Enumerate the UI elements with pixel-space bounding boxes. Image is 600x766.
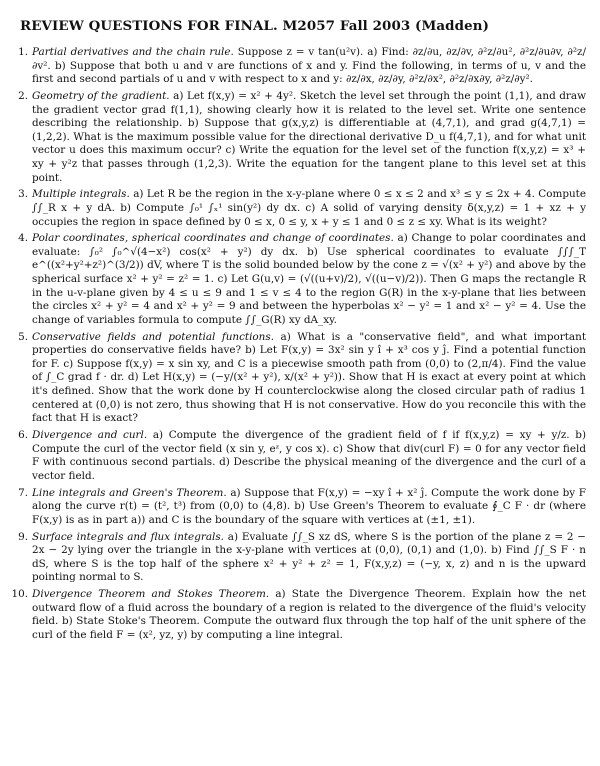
question-text: a) State the Divergence Theorem. Explain how the net outward flow of a fluid across the boundary of a region is related to the divergence of the fluid's velocity field. b) State Stoke's Theorem. Compute the outward flux through the top half of the unit sphere of the curl of the field F = (x², yz, y) by computing a line integral. bbox=[32, 588, 586, 641]
question-text: a) Evaluate ∫∫_S xz dS, where S is the portion of the plane z = 2 − 2x − 2y lying over the triangle in the x-y-plane with vertices at (0,0), (0,1) and (1,0). b) Find ∫∫_S F · n dS, where S is the top half of the sphere x² + y² + z² = 1, F(x,y,z) = (−y, x, z) and n is the upward pointing normal to S. bbox=[32, 530, 586, 584]
question-topic: Divergence and curl. bbox=[32, 428, 153, 441]
question-item bbox=[8, 331, 586, 426]
question-topic: Surface integrals and flux integrals. bbox=[32, 530, 228, 543]
question-item bbox=[8, 487, 586, 528]
question-item bbox=[8, 46, 586, 87]
question-topic: Geometry of the gradient. bbox=[32, 89, 174, 102]
question-topic: Line integrals and Green's Theorem. bbox=[32, 486, 231, 499]
question-topic: Multiple integrals. bbox=[32, 188, 134, 201]
question-item bbox=[8, 188, 586, 229]
question-item bbox=[8, 232, 586, 327]
question-number: 1. bbox=[18, 46, 28, 58]
question-number: 10. bbox=[11, 588, 28, 601]
question-item bbox=[8, 531, 586, 585]
question-text: a) Suppose that F(x,y) = −xy î + x² ĵ. Compute the work done by F along the curve r(t) = (t², t³) from (0,0) to (4,8). b) Use Green's Theorem to evaluate ∮_C F · dr (where F(x,y) is as in part a)) and C is the boundary of the square with vertices at (±1, ±1). bbox=[32, 486, 586, 526]
question-number: 3. bbox=[18, 188, 28, 201]
question-item bbox=[8, 429, 586, 483]
question-number: 2. bbox=[18, 89, 28, 102]
question-text: a) Change to polar coordinates and evaluate: ∫₀² ∫₀^√(4−x²) cos(x² + y²) dy dx. b) Use spherical coordinates to evaluate ∫∫∫_T e^((x²+y²+z²)^(3/2)) dV, where T is the solid bounded below by the cone z = √(x² + y²) and above by the spherical surface x² + y² = z² = 1. c) Let G(u,v) = (√((u+v)/2), √((u−v)/2)). Then G maps the rectangle R in the u-v-plane given by 4 ≤ u ≤ 9 and 1 ≤ v ≤ 4 to the region G(R) in the x-y-plane that lies between the circles x² + y² = 4 and x² + y² = 9 and between the hyperbolas x² − y² = 1 and x² − y² = 4. Use the change of variables formula to compute ∫∫_G(R) xy dA_xy. bbox=[32, 232, 586, 326]
page-title: REVIEW QUESTIONS FOR FINAL. M2057 Fall 2003 (Madden) bbox=[20, 18, 489, 34]
question-item bbox=[8, 588, 586, 642]
question-text: Suppose z = v tan(u²v). a) Find: ∂z/∂u, ∂z/∂v, ∂²z/∂u², ∂²z/∂u∂v, ∂²z/∂v². b) Suppose that both u and v are functions of x and y. Find the following, in terms of u, v and the first and second partials of u and v with respect to x and y: ∂z/∂x, ∂z/∂y, ∂²z/∂x², ∂²z/∂x∂y, ∂²z/∂y². bbox=[32, 46, 586, 86]
question-list bbox=[8, 46, 586, 642]
question-topic: Polar coordinates, spherical coordinates and change of coordinates. bbox=[32, 232, 398, 245]
question-text: a) What is a "conservative field", and what important properties do conservative fields have? b) Let F(x,y) = 3x² sin y î + x³ cos y ĵ. Find a potential function for F. c) Suppose f(x,y) = x sin xy, and C is a piecewise smooth path from (0,0) to (2,π/4). Find the value of ∫_C grad f · dr. d) Let H(x,y) = (−y/(x² + y²), x/(x² + y²)). Show that H is exact at every point at which it's defined. Show that the work done by H counterclockwise along the closed circular path of radius 1 centered at (0,0) is not zero, thus showing that H is not conservative. How do you reconcile this with the fact that H is exact? bbox=[32, 330, 586, 425]
question-text: a) Let R be the region in the x-y-plane where 0 ≤ x ≤ 2 and x³ ≤ y ≤ 2x + 4. Compute ∫∫_R x + y dA. b) Compute ∫₀¹ ∫ₓ¹ sin(y²) dy dx. c) A solid of varying density δ(x,y,z) = 1 + xz + y occupies the region in space defined by 0 ≤ x, 0 ≤ y, x + y ≤ 1 and 0 ≤ z ≤ xy. What is its weight? bbox=[32, 188, 586, 228]
question-topic: Conservative fields and potential functions. bbox=[32, 330, 281, 343]
question-number: 5. bbox=[18, 330, 28, 343]
question-item bbox=[8, 90, 586, 185]
question-number: 4. bbox=[18, 232, 28, 245]
question-number: 6. bbox=[18, 428, 28, 441]
question-topic: Partial derivatives and the chain rule. bbox=[32, 46, 238, 58]
question-topic: Divergence Theorem and Stokes Theorem. bbox=[32, 588, 276, 601]
question-text: a) Compute the divergence of the gradient field of f if f(x,y,z) = xy + y/z. b) Compute the curl of the vector field (x sin y, eᶻ, y cos x). c) Show that div(curl F) = 0 for any vector field F with continuous second partials. d) Describe the physical meaning of the divergence and the curl of a vector field. bbox=[32, 428, 586, 482]
question-number: 7. bbox=[18, 486, 28, 499]
question-text: a) Let f(x,y) = x² + 4y². Sketch the level set through the point (1,1), and draw the gradient vector grad f(1,1), showing clearly how it is related to the level set. Write one sentence describing the relationship. b) Suppose that g(x,y,z) is differentiable at (4,7,1), and grad g(4,7,1) = (1,2,2). What is the maximum possible value for the directional derivative D_u f(4,7,1), and for what unit vector u does this maximum occur? c) Write the equation for the level set of the function f(x,y,z) = x³ + xy + y²z that passes through (1,2,3). Write the equation for the tangent plane to this level set at this point. bbox=[32, 89, 586, 184]
question-number: 9. bbox=[18, 530, 28, 543]
